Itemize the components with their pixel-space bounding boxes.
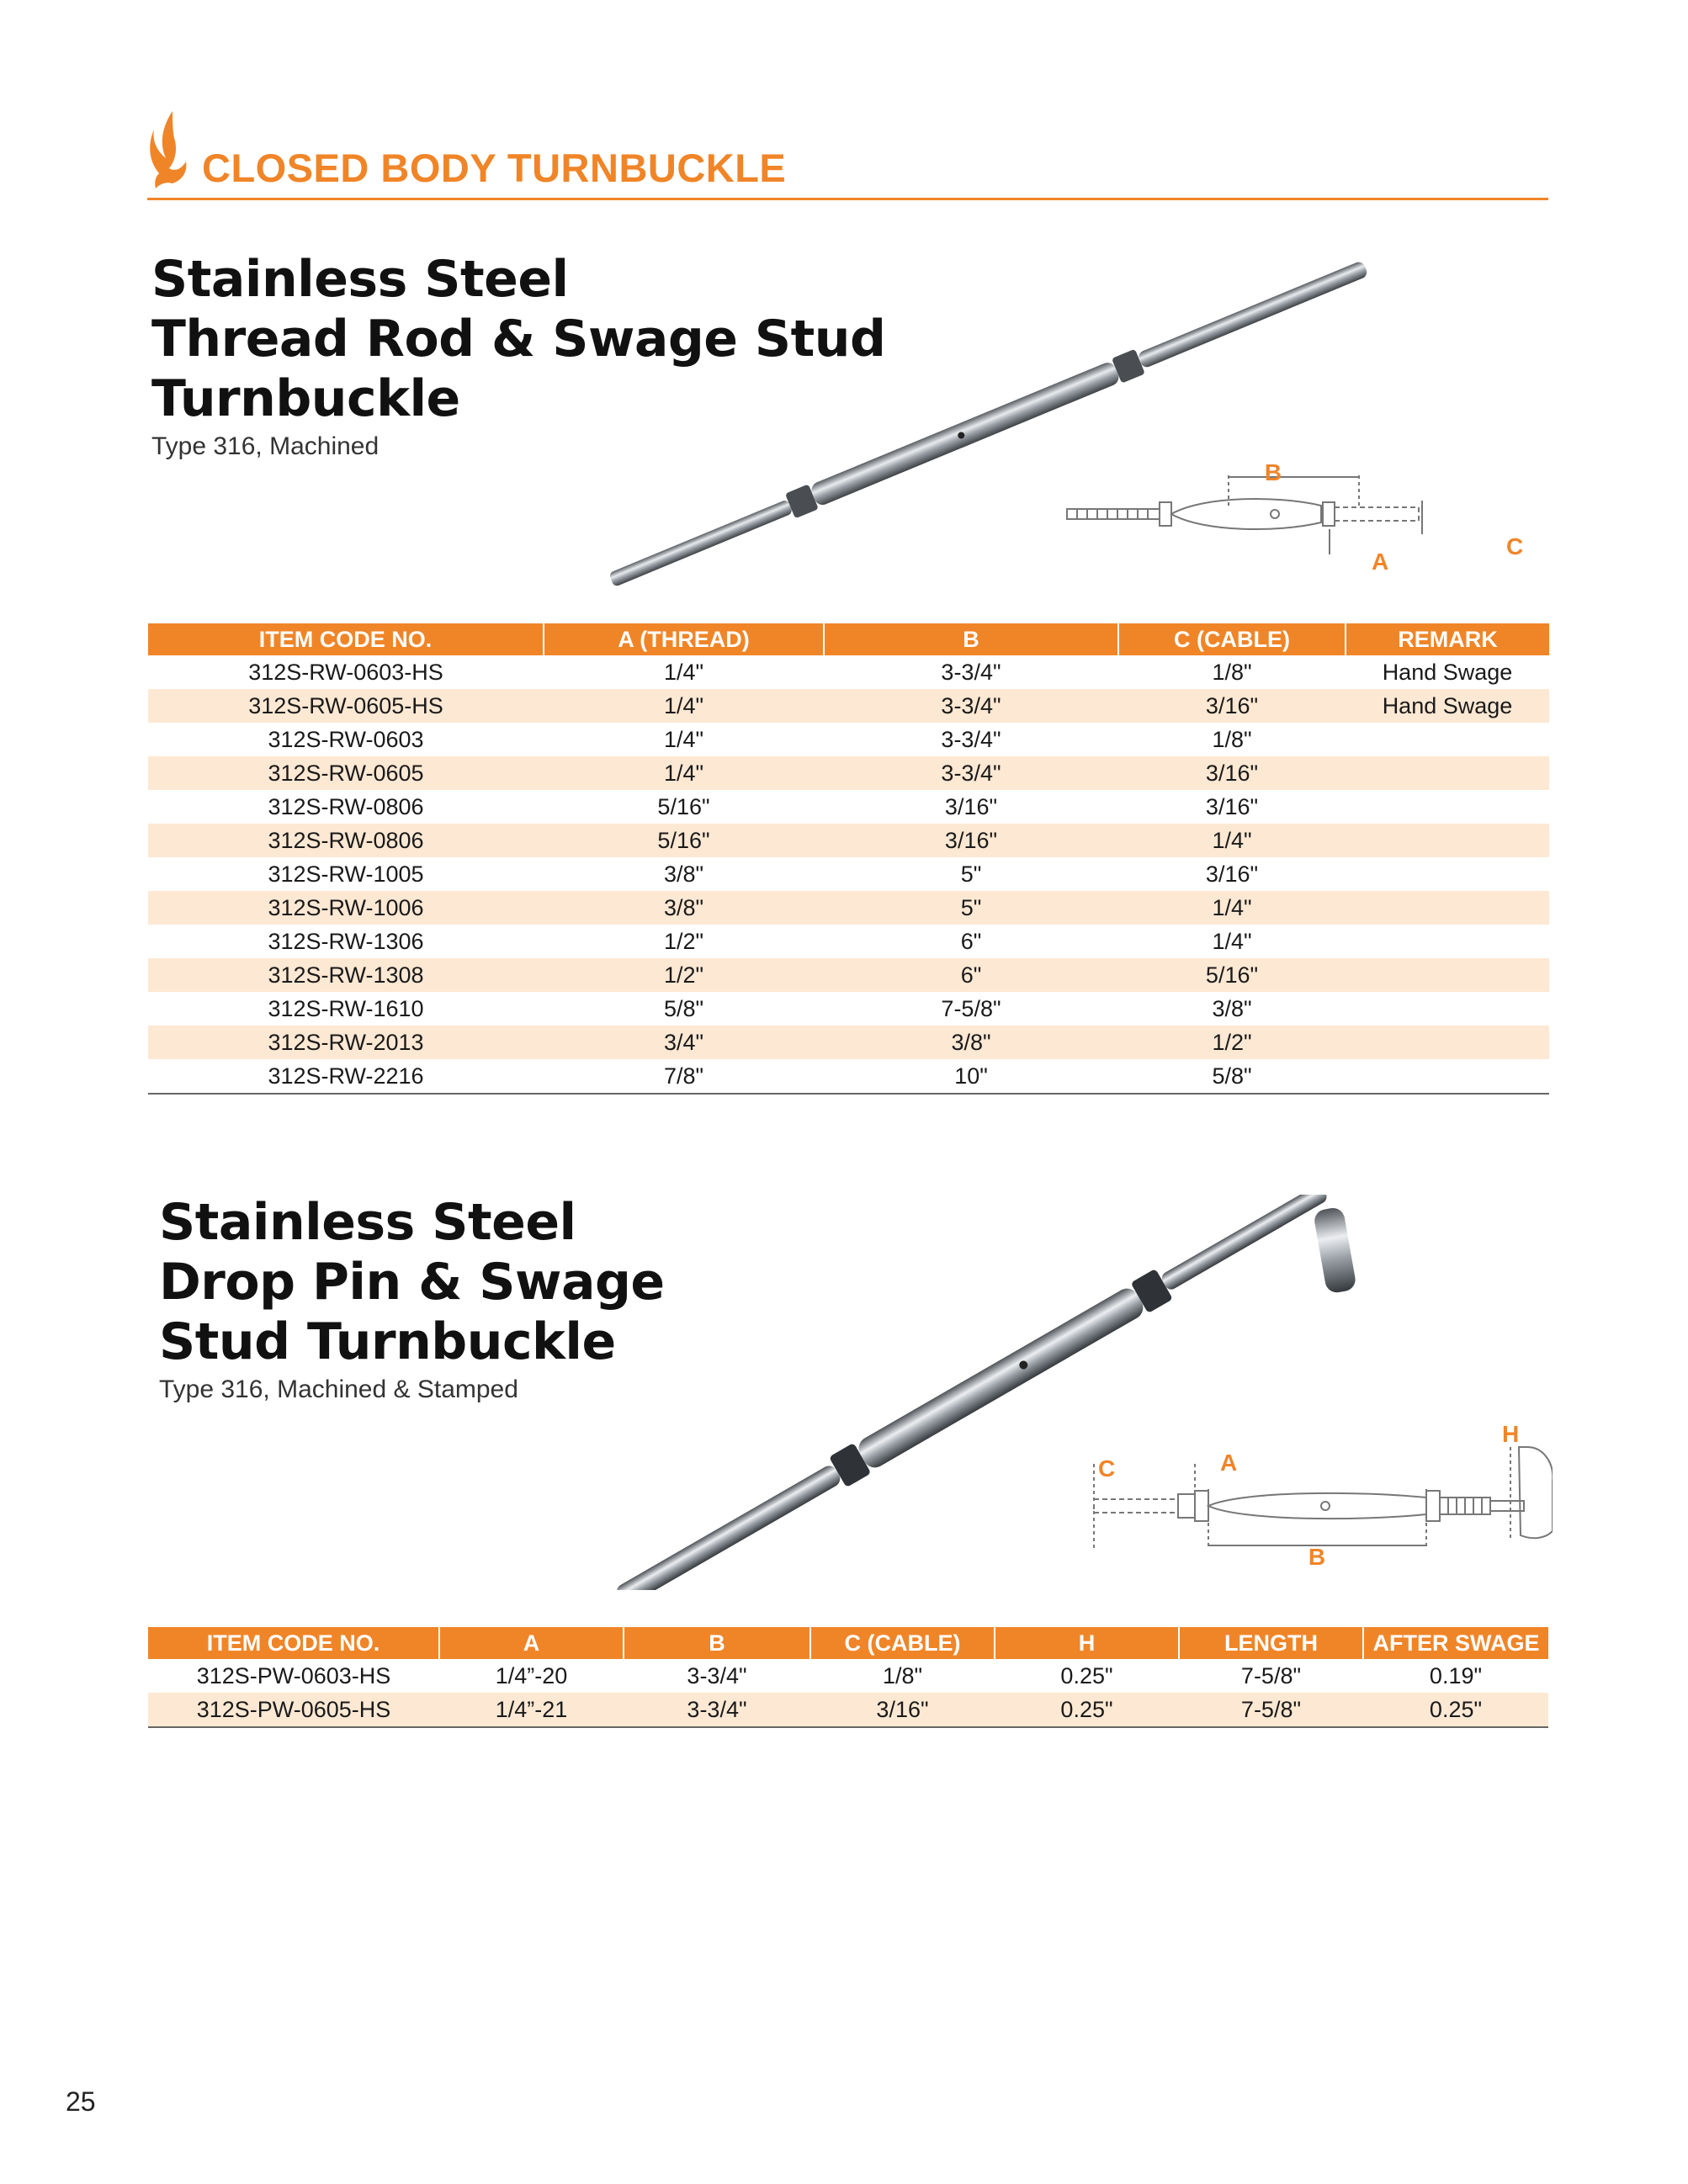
product1-title-line: Thread Rod & Swage Stud bbox=[151, 310, 886, 368]
table-row bbox=[148, 925, 1549, 958]
table-cell: 3/8" bbox=[824, 1026, 1118, 1059]
table-cell: 7/8" bbox=[544, 1059, 824, 1094]
table-row bbox=[148, 790, 1549, 824]
table-cell: 3/16" bbox=[1205, 861, 1259, 887]
table-cell bbox=[1346, 756, 1549, 790]
table-cell: 1/4" bbox=[1118, 891, 1346, 925]
table-cell: 312S-RW-0605-HS bbox=[148, 689, 544, 723]
column-header: C (CABLE) bbox=[1118, 623, 1346, 655]
header-divider bbox=[147, 198, 1548, 200]
table-cell: 312S-RW-1308 bbox=[148, 958, 544, 992]
table-cell: 3-3/4" bbox=[941, 659, 1001, 685]
table-cell: 5/16" bbox=[544, 824, 824, 857]
table-cell: 3/8" bbox=[544, 891, 824, 925]
column-header: AFTER SWAGE bbox=[1363, 1627, 1548, 1659]
table-cell: 1/4" bbox=[1118, 824, 1346, 857]
table-cell: 5/16" bbox=[1118, 958, 1346, 992]
product1-title-line: Turnbuckle bbox=[151, 369, 460, 428]
table-cell: 3-3/4" bbox=[941, 726, 1001, 752]
table-cell: 3/8" bbox=[1212, 995, 1252, 1021]
table-cell: 7-5/8" bbox=[1179, 1693, 1363, 1727]
table-cell: 1/4”-21 bbox=[439, 1693, 624, 1727]
table-row bbox=[148, 756, 1549, 790]
table-cell bbox=[1346, 925, 1549, 958]
table-cell: 1/8" bbox=[1212, 659, 1252, 685]
table-cell: 1/2" bbox=[1118, 1026, 1346, 1059]
dim-label-c: C bbox=[1098, 1455, 1116, 1482]
table-cell: 312S-RW-0603 bbox=[268, 726, 424, 752]
table-cell: 312S-RW-0806 bbox=[148, 824, 544, 857]
product2-spec-table bbox=[148, 1627, 1548, 1728]
table-cell: 0.19" bbox=[1429, 1662, 1483, 1688]
table-cell: 3-3/4" bbox=[624, 1693, 810, 1727]
table-cell bbox=[1346, 1059, 1549, 1094]
dim-label-b: B bbox=[1264, 459, 1282, 485]
table-cell: 312S-RW-1005 bbox=[268, 861, 424, 887]
table-row bbox=[148, 689, 1549, 723]
table-row bbox=[148, 723, 1549, 756]
phoenix-logo-icon bbox=[147, 109, 189, 193]
table-header-row bbox=[148, 623, 1549, 655]
column-header: LENGTH bbox=[1179, 1627, 1363, 1659]
product2-title-line: Drop Pin & Swage bbox=[159, 1253, 665, 1312]
table-cell: 0.25" bbox=[995, 1693, 1179, 1727]
table-cell bbox=[1346, 723, 1549, 756]
table-cell: 312S-PW-0603-HS bbox=[196, 1662, 391, 1688]
table-cell: 5/8" bbox=[1118, 1059, 1346, 1094]
table-row bbox=[148, 958, 1549, 992]
table-cell bbox=[1346, 857, 1549, 891]
table-cell bbox=[1346, 958, 1549, 992]
product2-title-line: Stainless Steel bbox=[159, 1193, 576, 1252]
table-cell: 3/16" bbox=[824, 824, 1118, 857]
table-cell: 1/4" bbox=[544, 689, 824, 723]
section-title: CLOSED BODY TURNBUCKLE bbox=[202, 146, 787, 190]
table-cell: 1/4" bbox=[1212, 928, 1252, 954]
table-cell: 312S-RW-0605 bbox=[148, 756, 544, 790]
table-cell: 1/2" bbox=[544, 958, 824, 992]
table-cell: 3/16" bbox=[1205, 793, 1259, 819]
table-cell: 7-5/8" bbox=[941, 995, 1001, 1021]
section-header bbox=[147, 101, 1548, 202]
table-cell bbox=[1346, 824, 1549, 857]
column-header: C (CABLE) bbox=[810, 1627, 995, 1659]
column-header: B bbox=[824, 623, 1118, 655]
table-row bbox=[148, 992, 1549, 1026]
table-header-row bbox=[148, 1627, 1548, 1659]
table-cell: 312S-RW-1610 bbox=[268, 995, 424, 1021]
table-cell: 5/16" bbox=[657, 793, 710, 819]
table-row bbox=[148, 1059, 1549, 1094]
table-cell: 312S-RW-2013 bbox=[148, 1026, 544, 1059]
product1-subtitle: Type 316, Machined bbox=[151, 432, 380, 460]
table-cell: 3/16" bbox=[810, 1693, 995, 1727]
table-row bbox=[148, 824, 1549, 857]
column-header: REMARK bbox=[1346, 623, 1549, 655]
product2-dimension-diagram bbox=[1073, 1413, 1553, 1565]
table-cell: 5" bbox=[824, 891, 1118, 925]
column-header: ITEM CODE NO. bbox=[148, 1627, 439, 1659]
product1-dimension-diagram bbox=[1060, 459, 1531, 576]
table-cell: 3/16" bbox=[1118, 689, 1346, 723]
table-cell: 1/8" bbox=[1212, 726, 1252, 752]
dim-label-b: B bbox=[1308, 1544, 1326, 1565]
table-cell bbox=[1346, 891, 1549, 925]
table-cell: 312S-RW-2216 bbox=[148, 1059, 544, 1094]
table-row bbox=[148, 857, 1549, 891]
table-cell: 1/4" bbox=[663, 659, 704, 685]
dim-label-h: H bbox=[1502, 1421, 1520, 1447]
table-row bbox=[148, 1693, 1548, 1727]
table-cell: 0.25" bbox=[1363, 1693, 1548, 1727]
table-cell: 7-5/8" bbox=[1240, 1662, 1302, 1688]
product2-title-line: Stud Turnbuckle bbox=[159, 1312, 616, 1371]
table-cell: 312S-RW-0603-HS bbox=[248, 659, 443, 685]
table-cell: 10" bbox=[824, 1059, 1118, 1094]
dim-label-c: C bbox=[1506, 533, 1524, 559]
table-cell: 6" bbox=[824, 958, 1118, 992]
table-cell bbox=[1346, 992, 1549, 1026]
product1-title-line: Stainless Steel bbox=[151, 250, 569, 309]
table-cell: 1/2" bbox=[663, 928, 704, 954]
column-header: H bbox=[995, 1627, 1179, 1659]
table-row bbox=[148, 1026, 1549, 1059]
table-cell: 3/8" bbox=[663, 861, 704, 887]
table-cell bbox=[1346, 790, 1549, 824]
table-cell: 3-3/4" bbox=[687, 1662, 747, 1688]
table-cell: 312S-PW-0605-HS bbox=[148, 1693, 439, 1727]
page-number: 25 bbox=[66, 2086, 96, 2117]
table-cell bbox=[1346, 1026, 1549, 1059]
table-cell: 1/4" bbox=[663, 726, 704, 752]
table-cell: 312S-RW-1306 bbox=[268, 928, 424, 954]
table-row bbox=[148, 1659, 1548, 1693]
table-cell: 0.25" bbox=[1060, 1662, 1113, 1688]
table-cell: 3-3/4" bbox=[824, 689, 1118, 723]
product2-subtitle: Type 316, Machined & Stamped bbox=[159, 1376, 518, 1403]
dim-label-a: A bbox=[1372, 549, 1389, 575]
table-cell: 6" bbox=[960, 928, 982, 954]
table-cell: 5" bbox=[960, 861, 982, 887]
table-cell: 3/16" bbox=[944, 793, 998, 819]
column-header: B bbox=[624, 1627, 810, 1659]
table-row bbox=[148, 891, 1549, 925]
table-cell: 312S-RW-1006 bbox=[148, 891, 544, 925]
table-cell: 312S-RW-0806 bbox=[268, 793, 424, 819]
table-cell: 1/4”-20 bbox=[495, 1662, 568, 1688]
table-row bbox=[148, 655, 1549, 689]
dim-label-a: A bbox=[1220, 1450, 1238, 1476]
table-cell: Hand Swage bbox=[1382, 659, 1513, 685]
table-cell: Hand Swage bbox=[1346, 689, 1549, 723]
table-cell: 3/4" bbox=[544, 1026, 824, 1059]
table-cell: 1/4" bbox=[544, 756, 824, 790]
column-header: ITEM CODE NO. bbox=[148, 623, 544, 655]
table-cell: 3-3/4" bbox=[824, 756, 1118, 790]
table-cell: 1/8" bbox=[882, 1662, 923, 1688]
column-header: A (THREAD) bbox=[544, 623, 824, 655]
table-cell: 5/8" bbox=[663, 995, 704, 1021]
column-header: A bbox=[439, 1627, 624, 1659]
table-cell: 3/16" bbox=[1118, 756, 1346, 790]
product1-spec-table bbox=[148, 623, 1549, 1095]
